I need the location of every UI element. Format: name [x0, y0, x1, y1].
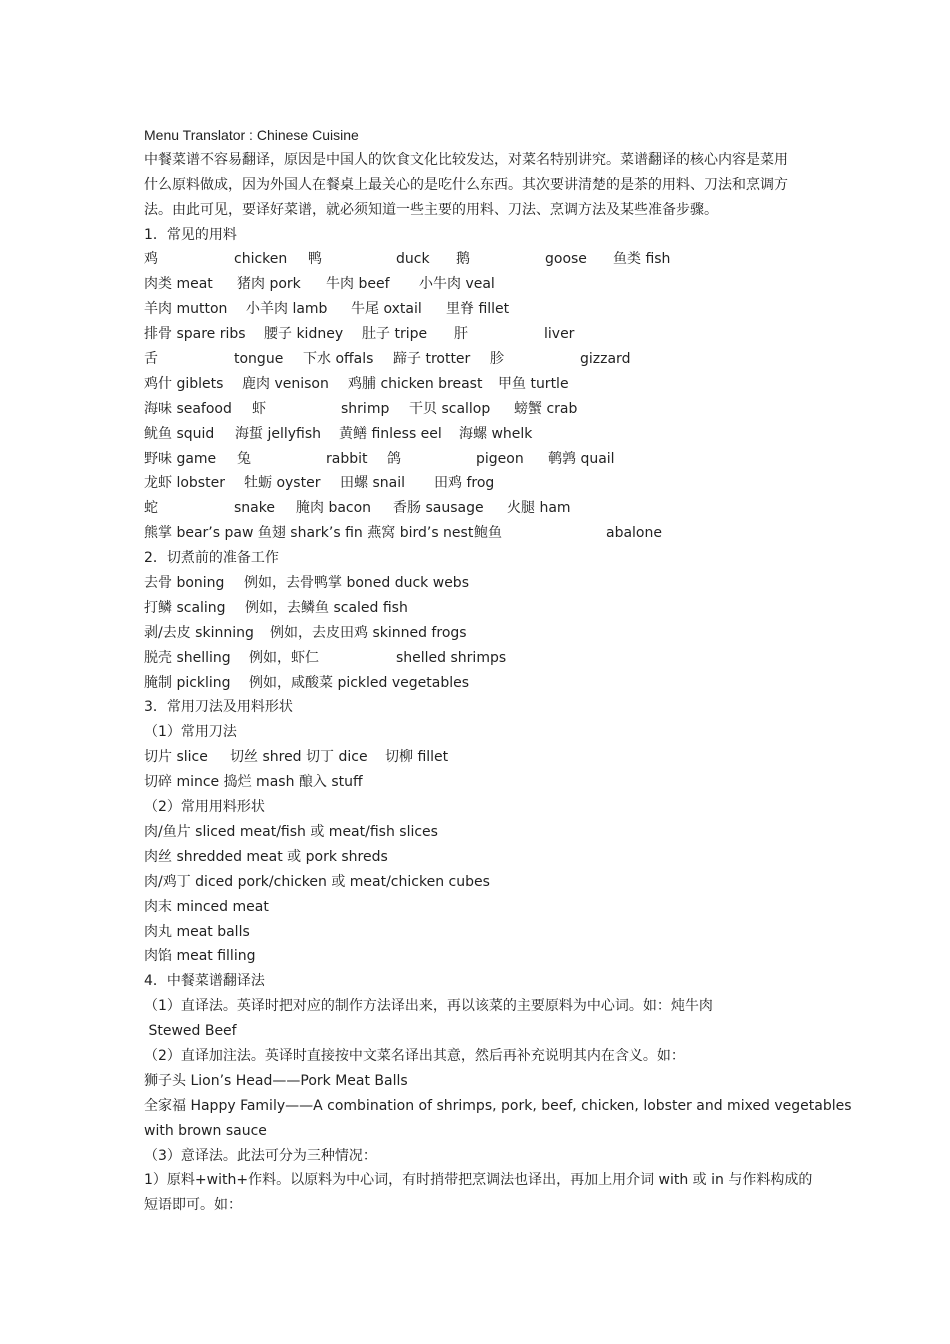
ingredient-cell: 虾 [252, 400, 266, 417]
ingredient-cell: snake [234, 500, 275, 517]
intro-line-2: 什么原料做成，因为外国人在餐桌上最关心的是吃什么东西。其次要讲清楚的是茶的用料、刀法和烹调方 [144, 176, 788, 193]
prep-row [144, 671, 814, 696]
ingredient-cell: 腰子 kidney [264, 326, 344, 343]
ingredient-row [144, 521, 814, 546]
ingredient-cell: 肉类 meat [144, 276, 213, 293]
intro-line-3: 法。由此可见，要译好菜谱，就必须知道一些主要的用料、刀法、烹调方法及某些准备步骤。 [144, 201, 718, 218]
prep-example: 例如，咸酸菜 pickled vegetables [249, 674, 470, 691]
ingredient-cell: 干贝 scallop [409, 400, 491, 417]
ingredient-cell: 海螺 whelk [459, 425, 533, 442]
shape-line: 肉/鸡丁 diced pork/chicken 或 meat/chicken cubes [144, 873, 490, 890]
ingredient-row [144, 322, 814, 347]
section-4-heading: 4．中餐菜谱翻译法 [144, 973, 265, 990]
shape-line: 肉馅 meat filling [144, 948, 256, 965]
document-title: Menu Translator : Chinese Cuisine [144, 127, 359, 143]
prep-row [144, 571, 814, 596]
ingredient-row [144, 496, 814, 521]
document-page [144, 123, 852, 1218]
ingredient-cell: 香肠 sausage [393, 500, 484, 517]
ingredient-cell: 鸽 [387, 450, 401, 467]
prep-example-english: shelled shrimps [396, 649, 507, 666]
ingredient-row [144, 272, 814, 297]
method-line: （3）意译法。此法可分为三种情况： [144, 1147, 377, 1164]
ingredient-cell: 兔 [237, 450, 251, 467]
prep-term: 脱壳 shelling [144, 649, 231, 666]
ingredient-cell: 小羊肉 lamb [246, 301, 328, 318]
ingredient-cell: 牛肉 beef [326, 276, 390, 293]
ingredient-cell: tongue [234, 351, 284, 368]
prep-example: 例如，去皮田鸡 skinned frogs [270, 624, 467, 641]
prep-row [144, 621, 814, 646]
ingredient-cell: 排骨 spare ribs [144, 326, 246, 343]
ingredient-row [144, 471, 814, 496]
ingredient-cell: 胗 [490, 351, 504, 368]
method-line: 狮子头 Lion’s Head——Pork Meat Balls [144, 1072, 408, 1089]
ingredient-cell: 龙虾 lobster [144, 475, 225, 492]
ingredient-cell: 甲鱼 turtle [498, 375, 569, 392]
ingredient-cell: gizzard [580, 351, 631, 368]
knife-row [144, 770, 814, 795]
ingredient-cell: 鹌鹑 quail [548, 450, 615, 467]
knife-term: 切片 slice [144, 749, 208, 766]
ingredient-cell: 熊掌 bear’s paw 鱼翅 shark’s fin 燕窝 bird’s nest [144, 525, 474, 542]
ingredient-cell: 腌肉 bacon [296, 500, 372, 517]
ingredient-cell: 蹄子 trotter [393, 351, 471, 368]
subsection-knife-heading: （1）常用刀法 [144, 724, 237, 741]
prep-example: 例如，虾仁 [249, 649, 319, 666]
shape-line: 肉末 minced meat [144, 898, 269, 915]
ingredient-cell: 野味 game [144, 450, 217, 467]
prep-row [144, 646, 814, 671]
ingredient-cell: goose [545, 251, 587, 268]
ingredient-row [144, 397, 814, 422]
ingredient-cell: rabbit [326, 450, 368, 467]
knife-term: 切柳 fillet [385, 749, 449, 766]
ingredient-cell: 鱼类 fish [613, 251, 671, 268]
method-line: 短语即可。如： [144, 1197, 242, 1214]
ingredient-cell: 鸡 [144, 251, 158, 268]
ingredient-cell: 猪肉 pork [237, 276, 301, 293]
section-2-heading: 2．切煮前的准备工作 [144, 550, 279, 567]
ingredient-cell: 羊肉 mutton [144, 301, 228, 318]
prep-term: 剥/去皮 skinning [144, 624, 254, 641]
ingredient-row [144, 372, 814, 397]
prep-term: 腌制 pickling [144, 674, 231, 691]
ingredient-cell: 牛尾 oxtail [351, 301, 422, 318]
ingredient-cell: 鹿肉 venison [242, 375, 329, 392]
ingredient-cell: 鸭 [308, 251, 322, 268]
ingredient-cell: 海味 seafood [144, 400, 232, 417]
ingredient-row [144, 447, 814, 472]
ingredient-cell: liver [544, 326, 575, 343]
knife-row [144, 745, 814, 770]
method-line: 全家福 Happy Family——A combination of shrimps, pork, beef, chicken, lobster and mixed vegetables [144, 1097, 852, 1114]
ingredient-cell: 肚子 tripe [362, 326, 428, 343]
ingredient-cell: 小牛肉 veal [419, 276, 495, 293]
ingredient-cell: 蛇 [144, 500, 158, 517]
prep-row [144, 596, 814, 621]
shape-line: 肉/鱼片 sliced meat/fish 或 meat/fish slices [144, 823, 438, 840]
ingredient-cell: chicken [234, 251, 288, 268]
subsection-shape-heading: （2）常用用料形状 [144, 799, 265, 816]
ingredient-cell: duck [396, 251, 430, 268]
ingredient-cell: 田螺 snail [340, 475, 405, 492]
prep-term: 打鳞 scaling [144, 599, 226, 616]
prep-example: 例如，去骨鸭掌 boned duck webs [244, 575, 469, 592]
ingredient-row [144, 347, 814, 372]
ingredient-row [144, 297, 814, 322]
method-line: with brown sauce [144, 1122, 267, 1139]
method-line: 1）原料+with+作料。以原料为中心词，有时捎带把烹调法也译出，再加上用介词 with 或 in 与作料构成的 [144, 1172, 813, 1189]
ingredient-cell: 黄鳝 finless eel [339, 425, 442, 442]
prep-term: 去骨 boning [144, 575, 225, 592]
prep-example: 例如，去鳞鱼 scaled fish [245, 599, 408, 616]
ingredient-cell: 鸡脯 chicken breast [348, 375, 483, 392]
ingredient-cell: 鹅 [456, 251, 470, 268]
ingredient-cell: 肝 [454, 326, 468, 343]
ingredient-cell: abalone [606, 525, 662, 542]
ingredient-cell: pigeon [476, 450, 524, 467]
ingredient-cell: 鲍鱼 [474, 525, 502, 542]
ingredient-cell: 海蜇 jellyfish [235, 425, 322, 442]
ingredient-cell: 火腿 ham [507, 500, 571, 517]
ingredient-cell: 牡蛎 oyster [244, 475, 321, 492]
section-3-heading: 3．常用刀法及用料形状 [144, 699, 293, 716]
ingredient-cell: 田鸡 frog [434, 475, 495, 492]
ingredient-cell: 里脊 fillet [446, 301, 510, 318]
ingredient-cell: 舌 [144, 351, 158, 368]
intro-line-1: 中餐菜谱不容易翻译，原因是中国人的饮食文化比较发达，对菜名特别讲究。菜谱翻译的核心内容是菜用 [144, 151, 788, 168]
method-line: Stewed Beef [144, 1023, 237, 1040]
ingredient-cell: 下水 offals [303, 351, 374, 368]
ingredient-cell: 鱿鱼 squid [144, 425, 215, 442]
ingredient-cell: 螃蟹 crab [514, 400, 578, 417]
knife-term: 切碎 mince 捣烂 mash 酿入 stuff [144, 774, 363, 791]
method-line: （2）直译加注法。英译时直接按中文菜名译出其意，然后再补充说明其内在含义。如： [144, 1047, 685, 1064]
ingredient-row [144, 422, 814, 447]
ingredient-cell: shrimp [341, 400, 390, 417]
section-1-heading: 1．常见的用料 [144, 226, 237, 243]
ingredient-cell: 鸡什 giblets [144, 375, 224, 392]
knife-term: 切丝 shred 切丁 dice [230, 749, 368, 766]
shape-line: 肉丸 meat balls [144, 923, 250, 940]
method-line: （1）直译法。英译时把对应的制作方法译出来，再以该菜的主要原料为中心词。如：炖牛肉 [144, 998, 713, 1015]
shape-line: 肉丝 shredded meat 或 pork shreds [144, 848, 388, 865]
ingredient-row [144, 247, 814, 272]
